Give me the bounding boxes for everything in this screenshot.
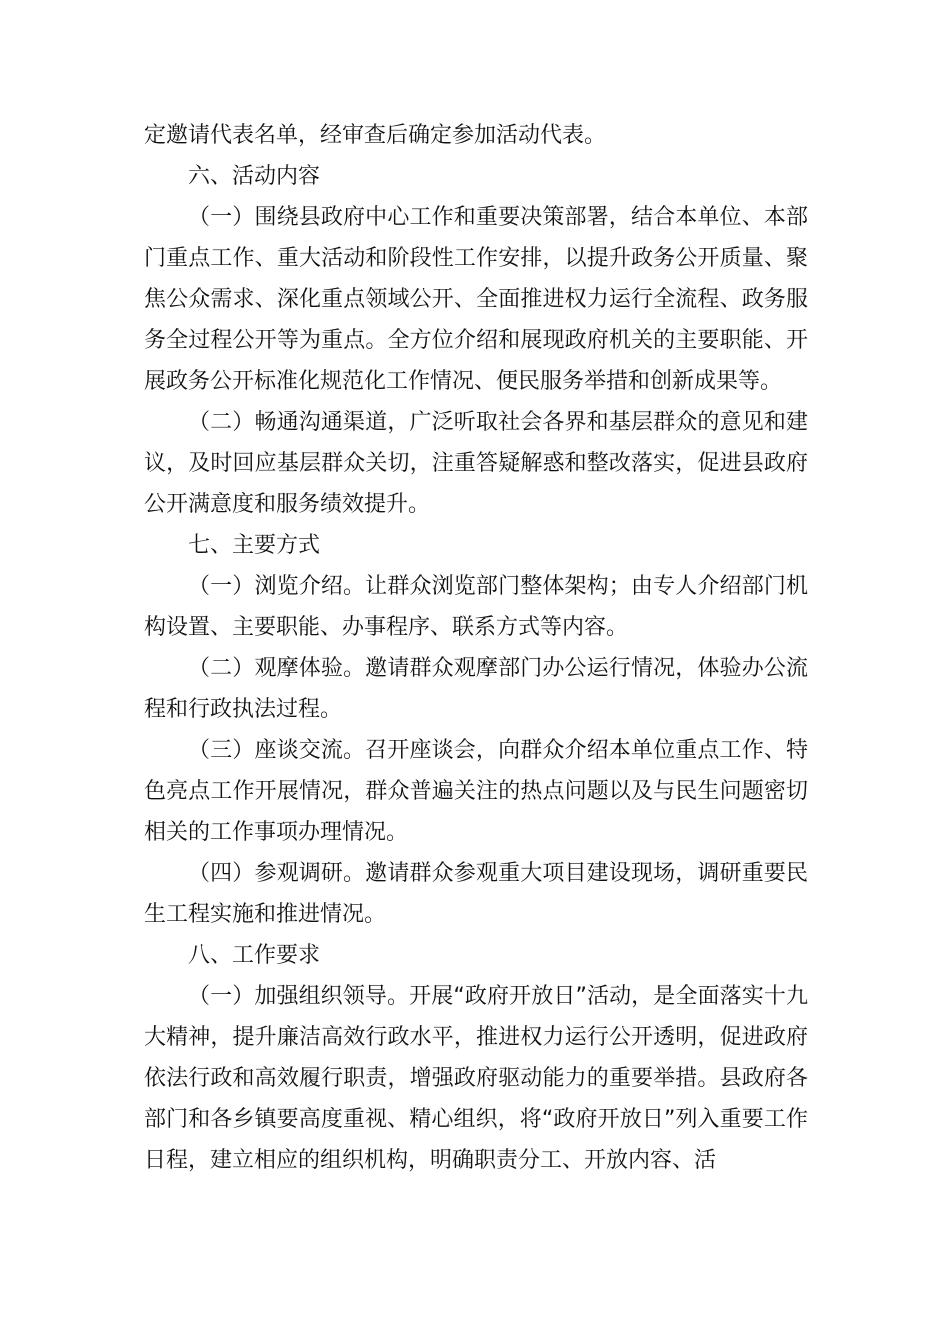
section-heading-activity-content: 六、活动内容 (188, 164, 321, 189)
section-heading-main-methods: 七、主要方式 (188, 533, 321, 558)
paragraph-activity-content-2: （二）畅通沟通渠道，广泛听取社会各界和基层群众的意见和建议，及时回应基层群众关切，注重答疑解惑和整改落实，促进县政府公开满意度和服务绩效提升。 (144, 410, 808, 517)
paragraph-continuation: 定邀请代表名单，经审查后确定参加活动代表。 (144, 123, 607, 148)
paragraph-method-1: （一）浏览介绍。让群众浏览部门整体架构；由专人介绍部门机构设置、主要职能、办事程序、联系方式等内容。 (144, 574, 808, 640)
document-body (144, 115, 808, 1181)
paragraph-method-2: （二）观摩体验。邀请群众观摩部门办公运行情况，体验办公流程和行政执法过程。 (144, 656, 808, 722)
paragraph-requirement-1: （一）加强组织领导。开展“政府开放日”活动，是全面落实十九大精神，提升廉洁高效行政水平，推进权力运行公开透明，促进政府依法行政和高效履行职责，增强政府驱动能力的重要举措。县政府各部门和各乡镇要高度重视、精心组织，将“政府开放日”列入重要工作日程，建立相应的组织机构，明确职责分工、开放内容、活 (144, 984, 808, 1173)
paragraph-activity-content-1: （一）围绕县政府中心工作和重要决策部署，结合本单位、本部门重点工作、重大活动和阶段性工作安排，以提升政务公开质量、聚焦公众需求、深化重点领域公开、全面推进权力运行全流程、政务服务全过程公开等为重点。全方位介绍和展现政府机关的主要职能、开展政务公开标准化规范化工作情况、便民服务举措和创新成果等。 (144, 205, 808, 394)
paragraph-method-4: （四）参观调研。邀请群众参观重大项目建设现场，调研重要民生工程实施和推进情况。 (144, 861, 808, 927)
paragraph-method-3: （三）座谈交流。召开座谈会，向群众介绍本单位重点工作、特色亮点工作开展情况，群众普遍关注的热点问题以及与民生问题密切相关的工作事项办理情况。 (144, 738, 808, 845)
section-heading-work-requirements: 八、工作要求 (188, 943, 321, 968)
